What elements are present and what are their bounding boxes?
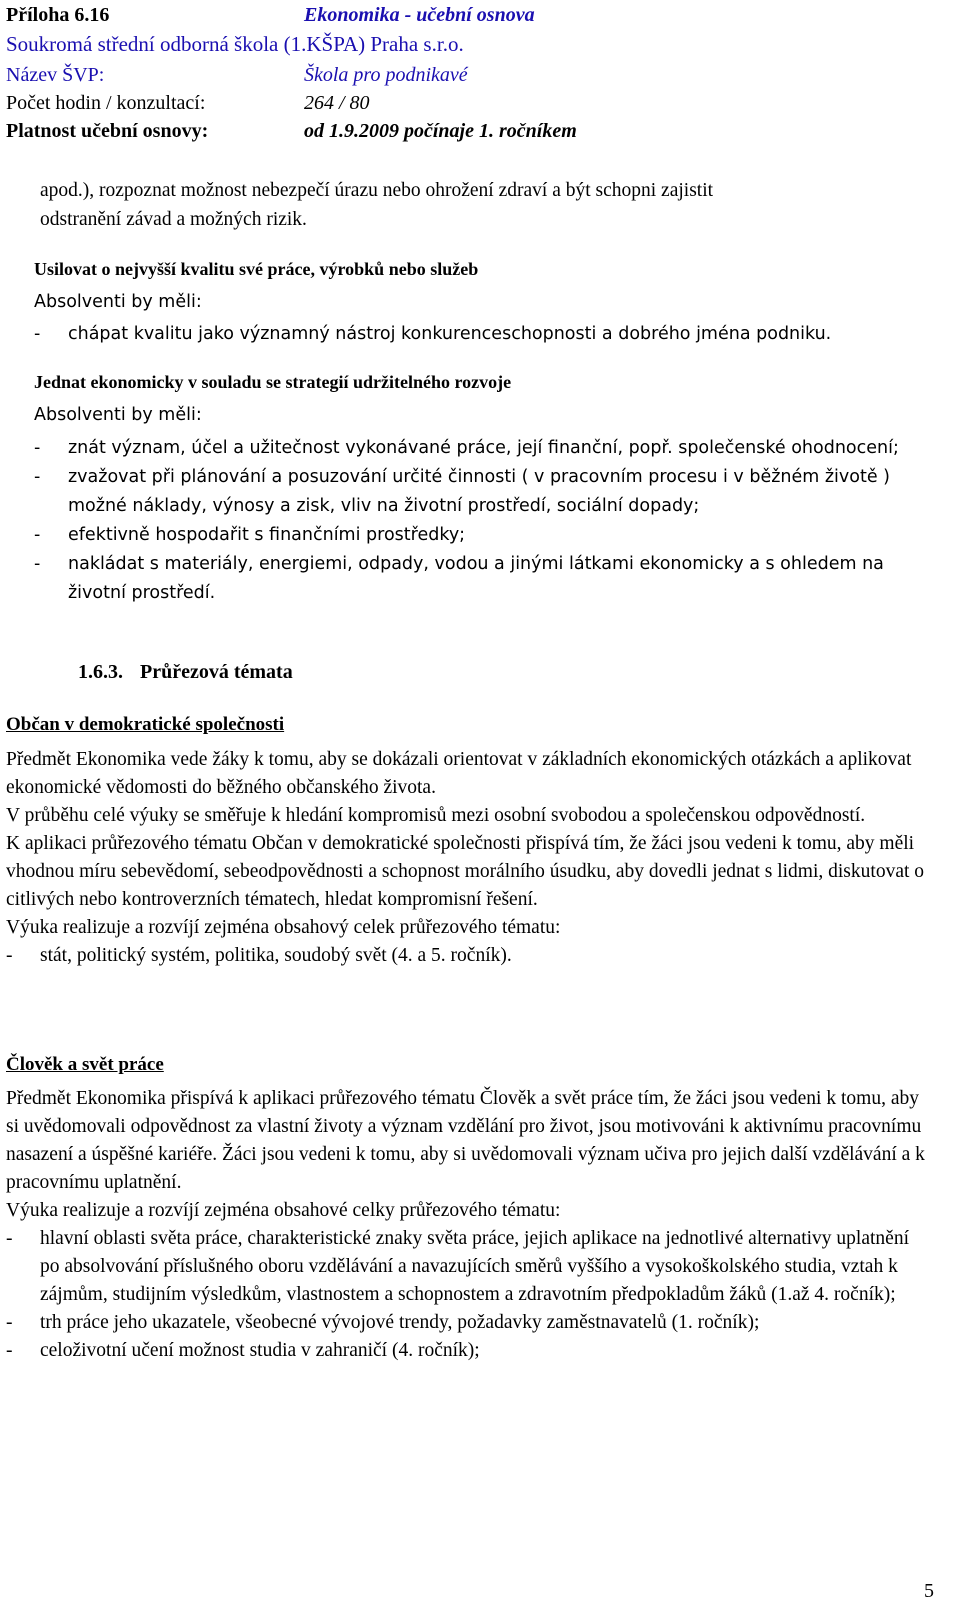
validity-row <box>6 118 906 144</box>
paragraph: V průběhu celé výuky se směřuje k hledání kompromisů mezi osobní svobodou a společenskou odpovědností. <box>6 805 866 826</box>
svp-row <box>6 62 906 88</box>
paragraph: K aplikaci průřezového tématu Občan v demokratické společnosti přispívá tím, že žáci jsou vedeni k tomu, aby měli vhodnou míru sebevědomí, sebeodpovědnosti a schopnost morálního úsudku, aby dovedli jednat s lidmi, diskutovat o citlivých nebo kontroverzních tématech, hledat kompromisní řešení. <box>6 833 925 910</box>
paragraph: Předmět Ekonomika vede žáky k tomu, aby se dokázali orientovat v základních ekonomických otázkách a aplikovat ekonomické vědomosti do běžného občanského života. <box>6 749 912 798</box>
paragraph: Předmět Ekonomika přispívá k aplikaci průřezového tématu Člověk a svět práce tím, že žáci jsou vedeni k tomu, aby si uvědomovali odpovědnost za vlastní životy a význam vzdělání pro život, jsou motivováni k aktivnímu pracovnímu nasazení a úspěšné kariéře. Žáci jsou vedeni k tomu, aby si uvědomovali význam učiva pro jejich další vzdělávání a k pracovnímu uplatnění. <box>6 1088 925 1193</box>
hours-label: Počet hodin / konzultací: <box>6 92 206 114</box>
list-item: - stát, politický systém, politika, soudobý svět (4. a 5. ročník). <box>6 942 931 970</box>
validity-value: od 1.9.2009 počínaje 1. ročníkem <box>304 120 577 142</box>
paragraph: Výuka realizuje a rozvíjí zejména obsahový celek průřezového tématu: <box>6 917 561 938</box>
page-number: 5 <box>924 1580 934 1602</box>
economy-list <box>34 434 934 608</box>
dash-bullet: - <box>34 525 41 545</box>
cross-heading <box>78 661 293 684</box>
citizen-heading: Občan v demokratické společnosti <box>6 714 285 735</box>
economy-heading: Jednat ekonomicky v souladu se strategií udržitelného rozvoje <box>34 372 512 392</box>
economy-absolventi: Absolventi by měli: <box>34 405 202 425</box>
paragraph: Výuka realizuje a rozvíjí zejména obsahové celky průřezového tématu: <box>6 1200 561 1221</box>
intro-line-1: apod.), rozpoznat možnost nebezpečí úrazu nebo ohrožení zdraví a být schopni zajistit <box>40 180 714 201</box>
svp-label: Název ŠVP: <box>6 64 105 86</box>
section-number: 1.6.3. <box>78 661 123 683</box>
dash-bullet: - <box>34 324 41 344</box>
dash-bullet: - <box>6 1228 13 1249</box>
validity-label: Platnost učební osnovy: <box>6 120 209 142</box>
hours-value: 264 / 80 <box>304 92 370 114</box>
list-item: - chápat kvalitu jako významný nástroj konkurenceschopnosti a dobrého jména podniku. <box>34 320 934 349</box>
list-item: - hlavní oblasti světa práce, charakteristické znaky světa práce, jejich aplikace na jednotlivé alternativy uplatnění po absolvování příslušného oboru vzdělávání a navazujících směrů vyššího a vysokoškolského studia, vztah k zájmům, studijním výsledkům, vlastnostem a schopnostem a zdravotním předpokladům žáků (1.až 4. ročník); <box>6 1225 931 1309</box>
quality-absolventi: Absolventi by měli: <box>34 292 202 312</box>
intro-text <box>40 176 940 234</box>
attachment-number: Příloha 6.16 <box>6 4 110 26</box>
work-body <box>6 1085 931 1365</box>
school-name: Soukromá střední odborná škola (1.KŠPA) Praha s.r.o. <box>6 32 464 56</box>
dash-bullet: - <box>34 438 41 458</box>
intro-line-2: odstranění závad a možných rizik. <box>40 209 307 230</box>
dash-bullet: - <box>34 467 41 487</box>
hours-row <box>6 90 906 116</box>
quality-list <box>34 320 934 349</box>
section-title: Průřezová témata <box>140 661 293 683</box>
quality-heading: Usilovat o nejvyšší kvalitu své práce, výrobků nebo služeb <box>34 259 479 279</box>
list-item: - nakládat s materiály, energiemi, odpady, vodou a jinými látkami ekonomicky a s ohledem na životní prostředí. <box>34 550 934 608</box>
list-item: - znát význam, účel a užitečnost vykonávané práce, její finanční, popř. společenské ohodnocení; <box>34 434 934 463</box>
citizen-body <box>6 746 931 970</box>
attachment-label <box>6 2 535 28</box>
svp-value: Škola pro podnikavé <box>304 64 468 86</box>
dash-bullet: - <box>6 1312 13 1333</box>
list-item: - celoživotní učení možnost studia v zahraničí (4. ročník); <box>6 1337 931 1365</box>
list-item: - trh práce jeho ukazatele, všeobecné vývojové trendy, požadavky zaměstnavatelů (1. ročník); <box>6 1309 931 1337</box>
dash-bullet: - <box>6 945 13 966</box>
dash-bullet: - <box>34 554 41 574</box>
dash-bullet: - <box>6 1340 13 1361</box>
document-title: Ekonomika - učební osnova <box>304 4 535 26</box>
list-item: - efektivně hospodařit s finančními prostředky; <box>34 521 934 550</box>
work-heading: Člověk a svět práce <box>6 1054 164 1075</box>
list-item: - zvažovat při plánování a posuzování určité činnosti ( v pracovním procesu i v běžném životě ) možné náklady, výnosy a zisk, vliv na životní prostředí, sociální dopady; <box>34 463 934 521</box>
